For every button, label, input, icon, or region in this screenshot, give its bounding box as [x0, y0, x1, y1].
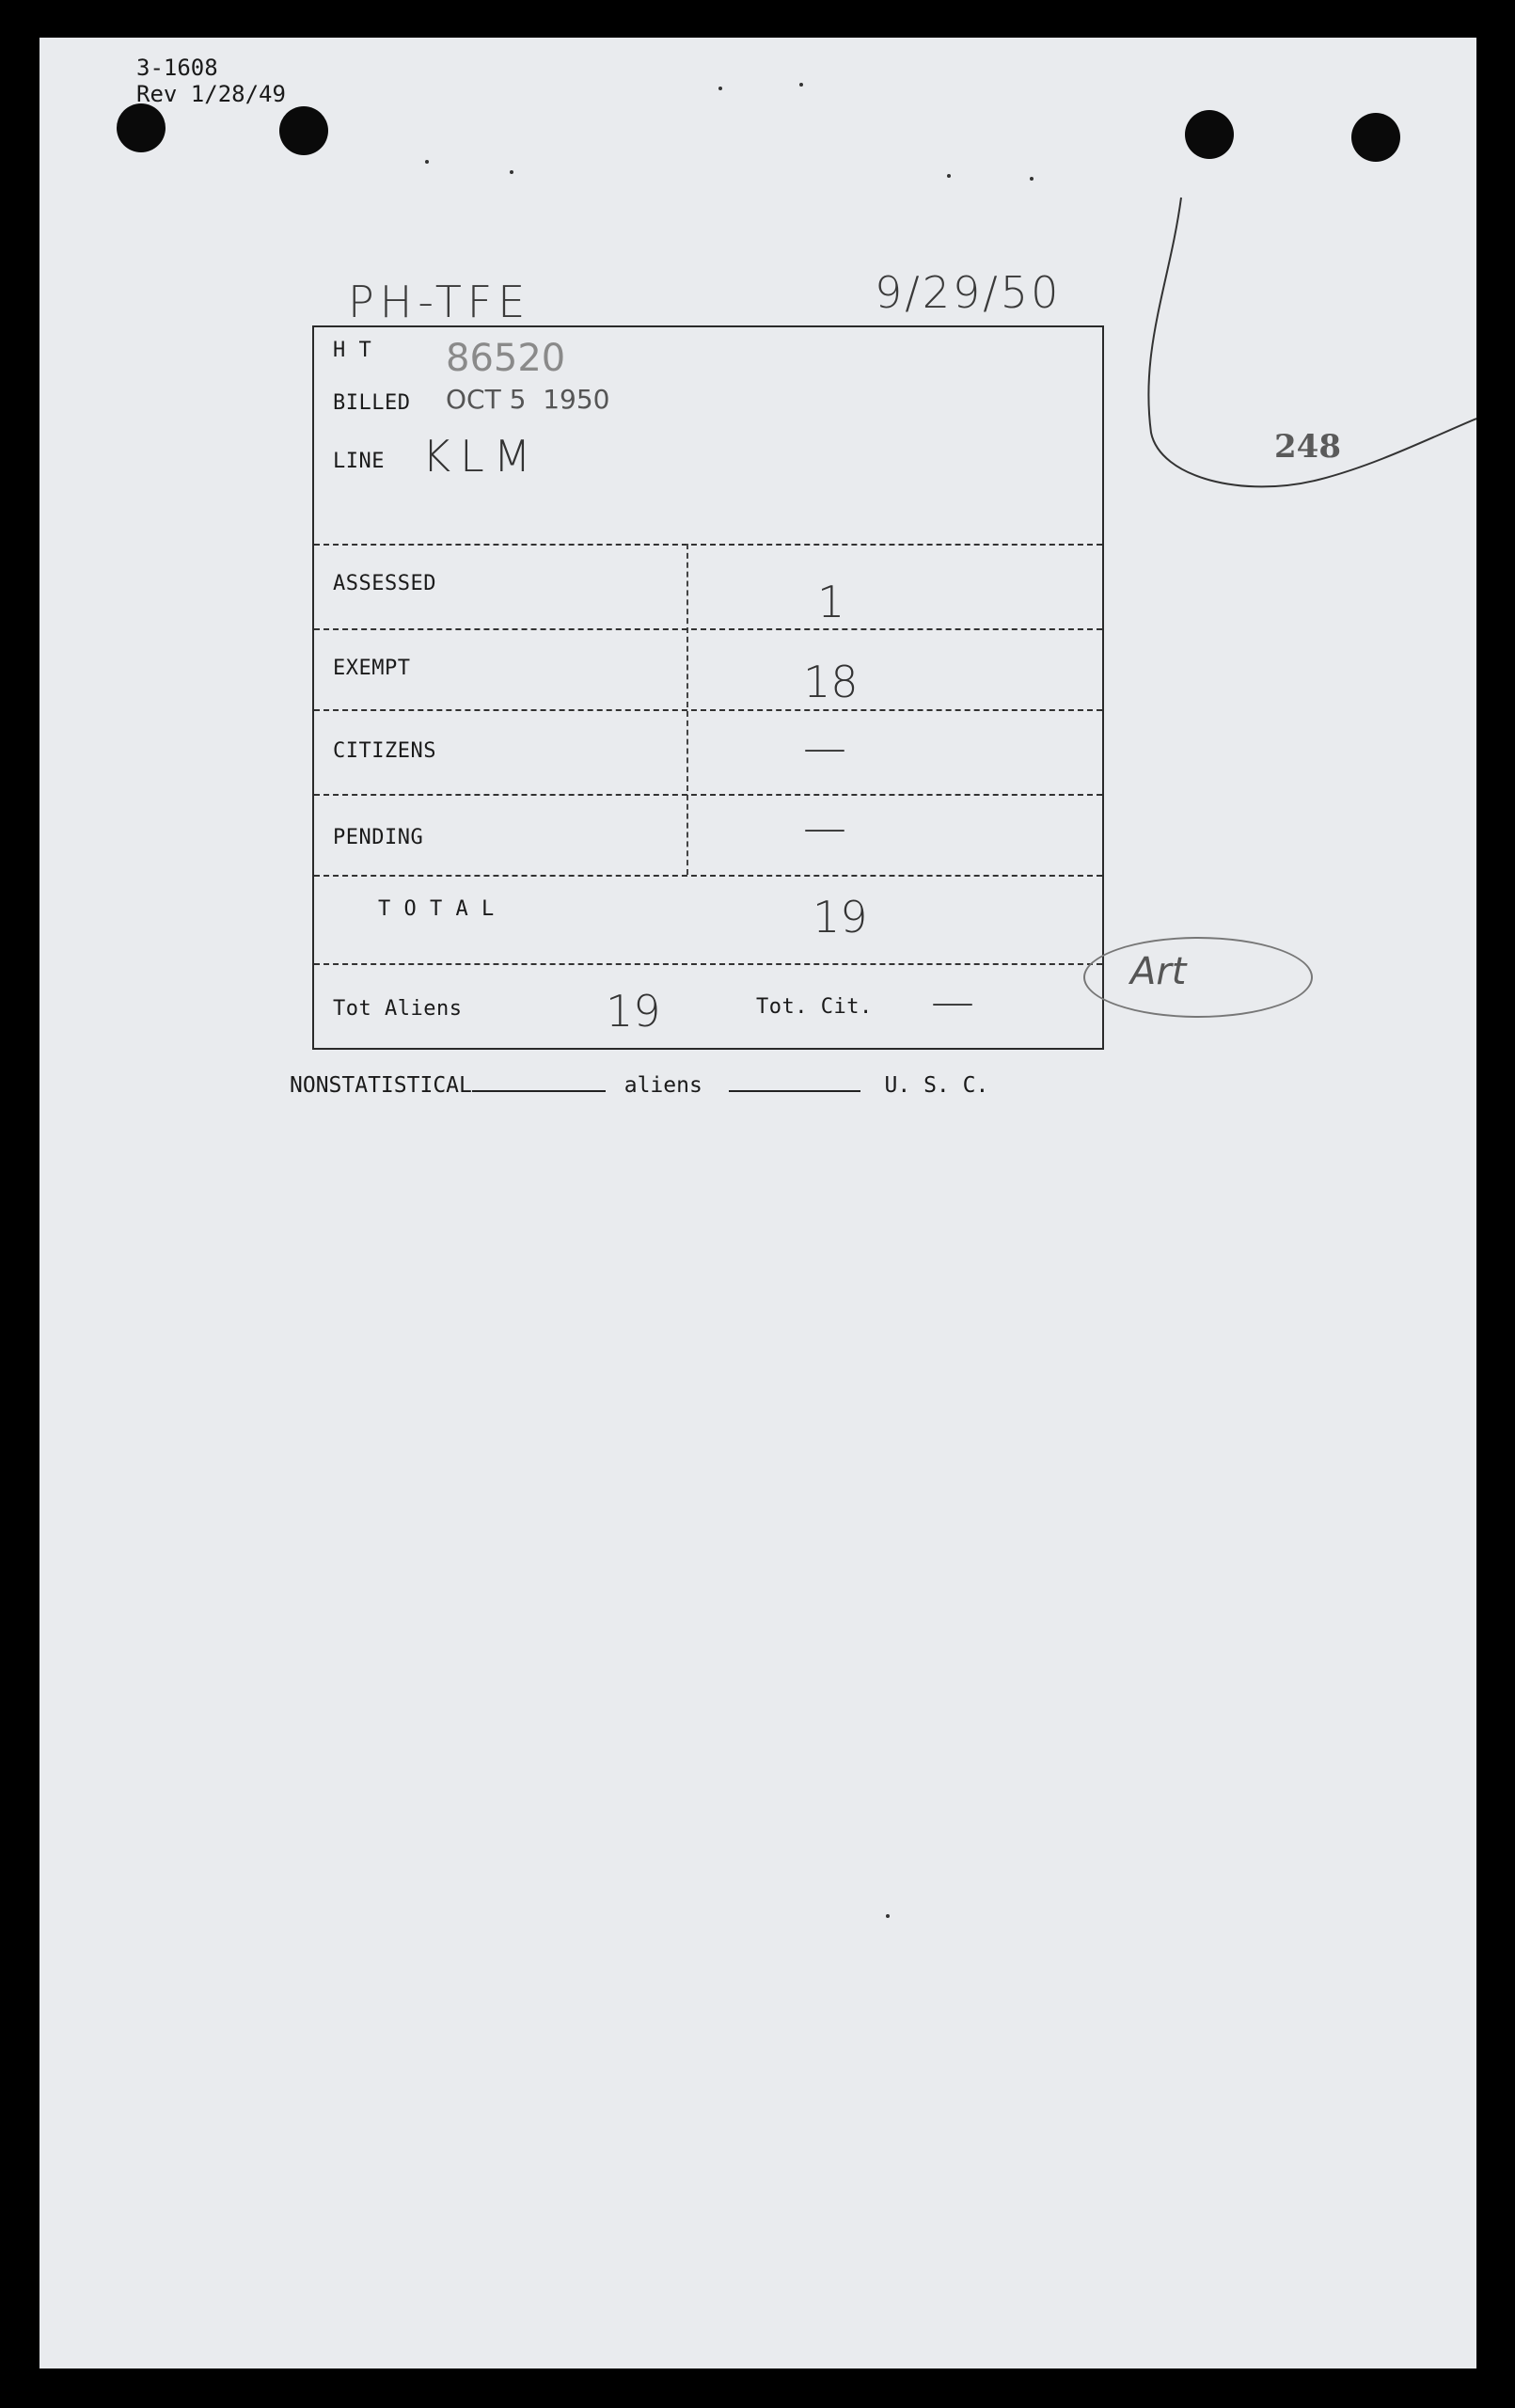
tot-cit-label: Tot. Cit. — [756, 995, 873, 1019]
punch-hole-left-2 — [279, 106, 328, 155]
divider — [314, 628, 1102, 630]
speck — [425, 160, 429, 164]
manifest-form-box — [312, 325, 1104, 1050]
divider — [314, 794, 1102, 796]
document-page — [39, 38, 1476, 2368]
form-revision: Rev 1/28/49 — [136, 81, 286, 107]
divider — [314, 963, 1102, 965]
punch-hole-left-1 — [117, 103, 166, 152]
handwritten-date: 9/29/50 — [875, 267, 1062, 318]
billed-label: BILLED — [333, 391, 411, 415]
row-value-pending: — — [803, 802, 846, 853]
ht-label: H T — [333, 339, 372, 362]
nonstatistical-blank — [472, 1090, 606, 1092]
initials-signature: Art — [1130, 950, 1187, 993]
divider — [314, 709, 1102, 711]
row-label-citizens: CITIZENS — [333, 739, 436, 763]
nonstatistical-line — [290, 1073, 988, 1098]
page-number: 248 — [1274, 428, 1341, 466]
speck — [510, 170, 513, 174]
aliens-blank — [729, 1090, 860, 1092]
divider — [314, 544, 1102, 546]
usc-label: U. S. C. — [884, 1073, 989, 1098]
row-label-pending: PENDING — [333, 826, 424, 849]
divider — [314, 875, 1102, 877]
line-value: KLM — [422, 431, 541, 482]
line-label: LINE — [333, 450, 385, 473]
aircraft-registration: PH-TFE — [348, 277, 531, 327]
total-value: 19 — [813, 892, 868, 943]
speck — [1030, 177, 1034, 181]
form-code: 3-1608 — [136, 55, 218, 81]
total-label: T O T A L — [378, 897, 495, 921]
initials-oval-stamp — [1083, 937, 1313, 1018]
tot-cit-value: — — [931, 976, 974, 1027]
row-value-assessed: 1 — [817, 577, 845, 627]
tot-aliens-label: Tot Aliens — [333, 997, 463, 1021]
speck — [886, 1914, 890, 1918]
aliens-label: aliens — [623, 1073, 702, 1098]
row-value-exempt: 18 — [803, 657, 859, 707]
tot-aliens-value: 19 — [606, 986, 661, 1037]
nonstatistical-label: NONSTATISTICAL — [290, 1073, 472, 1098]
billed-date-stamp: OCT 5 1950 — [446, 384, 610, 415]
speck — [799, 83, 803, 87]
speck — [947, 174, 951, 178]
row-label-exempt: EXEMPT — [333, 657, 411, 680]
row-value-citizens: — — [803, 722, 846, 773]
form-code-block — [136, 55, 286, 107]
speck — [718, 87, 722, 90]
ht-number-stamp: 86520 — [446, 337, 566, 380]
row-label-assessed: ASSESSED — [333, 572, 436, 595]
